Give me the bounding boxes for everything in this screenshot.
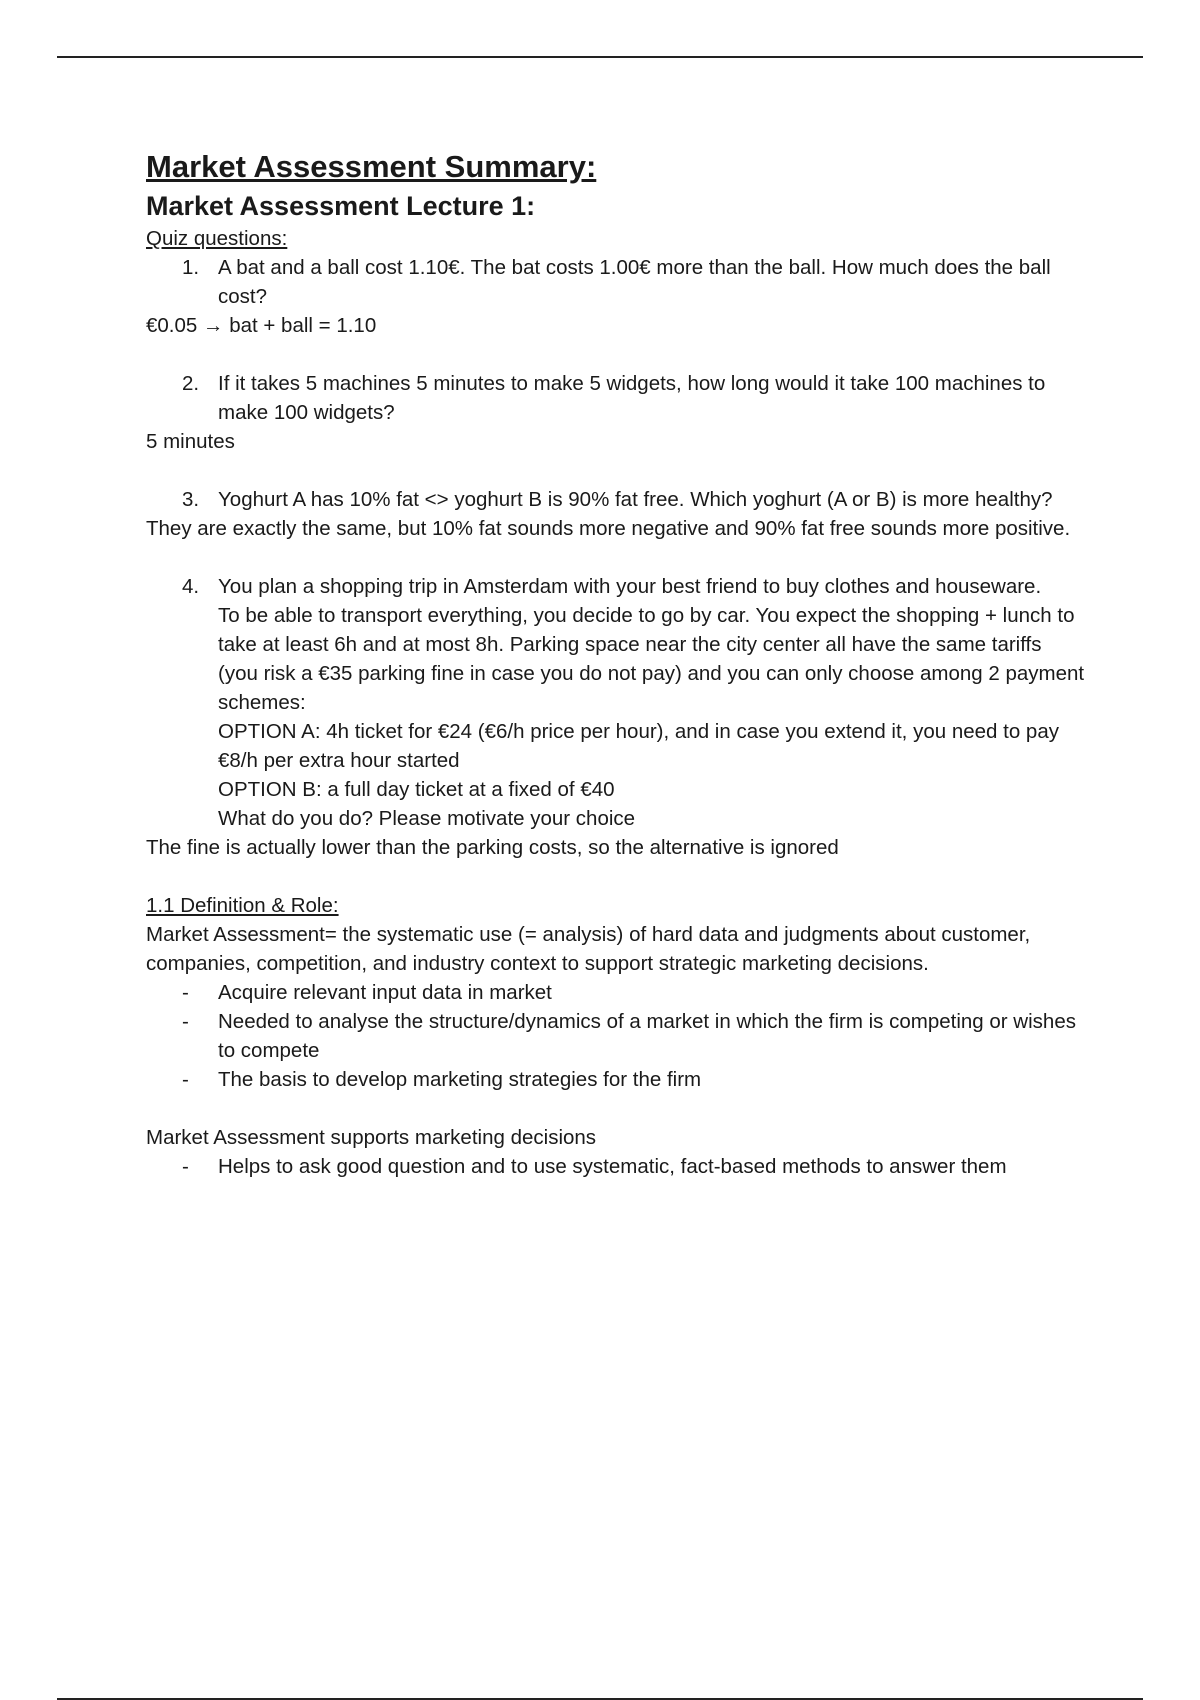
page-title: Market Assessment Summary: xyxy=(146,149,597,184)
question-number: 4. xyxy=(182,575,200,598)
question-text: Yoghurt A has 10% fat <> yoghurt B is 90% fat free. Which yoghurt (A or B) is more healthy? xyxy=(218,488,1053,511)
quiz-label: Quiz questions: xyxy=(146,227,288,250)
bullet-dash: - xyxy=(182,1068,189,1091)
quiz-answer-1: €0.05 → bat + ball = 1.10 xyxy=(146,314,377,337)
question-number: 2. xyxy=(182,372,200,395)
option-a: OPTION A: 4h ticket for €24 (€6/h price per hour), and in case you extend it, you need to pay €8/h per extra hour started xyxy=(218,720,1059,772)
list-item-text: Needed to analyse the structure/dynamics of a market in which the firm is competing or wishes to compete xyxy=(218,1010,1076,1062)
quiz-question-2 xyxy=(182,369,1086,427)
question-number: 1. xyxy=(182,256,200,279)
quiz-answer-3: They are exactly the same, but 10% fat sounds more negative and 90% fat free sounds more positive. xyxy=(146,517,1071,540)
list-item-text: Acquire relevant input data in market xyxy=(218,981,552,1004)
definition-text: Market Assessment= the systematic use (= analysis) of hard data and judgments about customer, companies, competition, and industry context to support strategic marketing decisions. xyxy=(146,923,1031,975)
question-number: 3. xyxy=(182,488,200,511)
top-rule xyxy=(57,56,1143,58)
question-text: A bat and a ball cost 1.10€. The bat costs 1.00€ more than the ball. How much does the ball cost? xyxy=(218,256,1051,308)
quiz-question-4 xyxy=(182,572,1086,601)
question-text: You plan a shopping trip in Amsterdam with your best friend to buy clothes and houseware. xyxy=(218,575,1042,598)
option-b: OPTION B: a full day ticket at a fixed of €40 xyxy=(218,778,615,801)
lecture-heading: Market Assessment Lecture 1: xyxy=(146,191,536,221)
list-item xyxy=(182,1007,1086,1065)
question-detail: To be able to transport everything, you decide to go by car. You expect the shopping + lunch to take at least 6h and at most 8h. Parking space near the city center all have the same tariffs (you risk a €35 parking fine in case you do not pay) and you can only choose among 2 payment schemes: xyxy=(218,604,1085,714)
quiz-question-1 xyxy=(182,253,1086,311)
supports-label: Market Assessment supports marketing decisions xyxy=(146,1126,597,1149)
list-item xyxy=(182,978,1086,1007)
section-heading: 1.1 Definition & Role: xyxy=(146,894,339,917)
quiz-answer-2: 5 minutes xyxy=(146,430,235,453)
quiz-question-3 xyxy=(182,485,1086,514)
bullet-dash: - xyxy=(182,1155,189,1178)
list-item xyxy=(182,1152,1086,1181)
bullet-dash: - xyxy=(182,1010,189,1033)
bullet-dash: - xyxy=(182,981,189,1004)
question-prompt: What do you do? Please motivate your choice xyxy=(218,807,636,830)
list-item-text: Helps to ask good question and to use systematic, fact-based methods to answer them xyxy=(218,1155,1007,1178)
list-item-text: The basis to develop marketing strategies for the firm xyxy=(218,1068,702,1091)
list-item xyxy=(182,1065,1086,1094)
question-text: If it takes 5 machines 5 minutes to make 5 widgets, how long would it take 100 machines to make 100 widgets? xyxy=(218,372,1046,424)
document-body xyxy=(146,148,1086,1181)
quiz-answer-4: The fine is actually lower than the parking costs, so the alternative is ignored xyxy=(146,836,839,859)
